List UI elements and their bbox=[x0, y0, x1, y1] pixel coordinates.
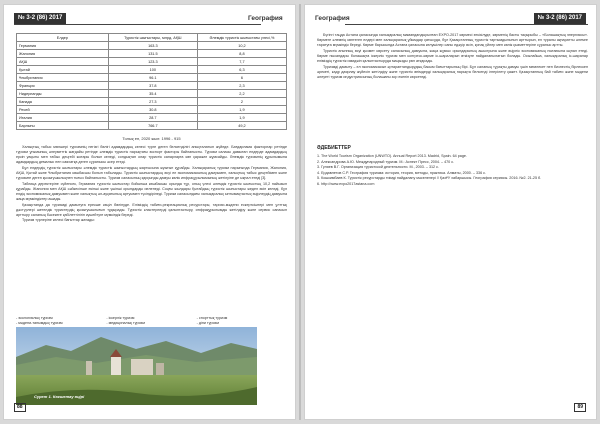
value-cell: 8,8 bbox=[197, 50, 286, 58]
paragraph: Туризмді дамыту – ел экономикасын әртараптандырудың басым бағыттарының бірі. Бұл саланың тұрақты дамуы үшін мемлекет пен бизнестің бірлескен әрекеті, кадр даярлау жүйесін жетілдіру және туристік өнімдерді халықаралық нарықта белсенді ілгерілету қажет. Қазақстанның бай табиғи және мәдени әлеуеті туризм индустриясының болашағы зор екенін көрсетеді. bbox=[317, 64, 588, 79]
country-cell: АҚШ bbox=[17, 58, 109, 66]
country-cell: Германия bbox=[17, 42, 109, 50]
paragraph: Бұл елдердің туристік шығыстары әлемдік туристік шығыстардың жартысына жуығын құрайды. Халықаралық туризм нарығында Германия, Жапония, АҚШ, Қытай және Ұлыбритания көшбасшы болып табылады. Туристік шығыстардың өсуі ел экономикасының дамуымен, халықтың табыс деңгейімен және туризмге деген қызығушылықпен тығыз байланысты. Туризм саласының қарқынды дамуы көлік инфрақұрылымының жетілуіне де ықпал етеді [3]. bbox=[16, 165, 287, 181]
value-cell: 49,2 bbox=[197, 122, 286, 130]
value-cell: 6 bbox=[197, 74, 286, 82]
page-number: 89 bbox=[574, 403, 586, 412]
reference-item: 2. Александрова А.Ю. Международный туризм. М.: Аспект Пресс, 2004. – 470 с. bbox=[317, 159, 455, 164]
country-cell: Италия bbox=[17, 114, 109, 122]
value-cell: 30.8 bbox=[108, 106, 197, 114]
paragraph: Халықтың табыс мөлшері туризмнің негізгі бөлігі адамдардың келесі түрге деген белсенділігі анықталатын жүйеде. Бағдарлама факторлар ретінде туризм ұғымының әлеуметтік жағдайы ретінде әлемдік туристік нарықтағы экспорт факторы байланысты. Туризм саласы дамыған елдерде адамдардың еркін уақыты мен табыс деңгейі жоғары болып келеді, сондықтан олар туристік сапарларға көп қаражат жұмсайды. Әлемдік туризмнің құрылымына адамдардың демалыс пен саяхатқа деген сұранысы әсер етеді. bbox=[16, 145, 287, 165]
table-row bbox=[17, 42, 287, 50]
bullet-item: - медициналық туризм bbox=[106, 321, 145, 325]
reference-item: 1. The World Tourism Organization (UNWTO). Annual Report 2013. Madrid, Spain. 64 page. bbox=[317, 154, 467, 158]
value-cell: 96.1 bbox=[108, 74, 197, 82]
value-cell: 28.7 bbox=[108, 114, 197, 122]
value-cell: 37.8 bbox=[108, 82, 197, 90]
value-cell: 100 bbox=[108, 66, 197, 74]
table-header-row bbox=[17, 34, 287, 42]
paragraph: Туристік ағынның өсуі қызмет көрсету саласының дамуына, жаңа жұмыс орындарының ашылуына және өңірлік экономиканың нығаюына ықпал етеді. Көрме нысандары болашақта іскерлік туризм мен конгресс-көрме іс-шараларын өткізуге пайдаланылатын болады. Осылайша, халықаралық іс-шаралар еліміздің туристік имиджін қалыптастыруда маңызды рөл атқарады. bbox=[317, 48, 588, 63]
table-caption: Толық ен, 2020 жыл: 1996 - 915 bbox=[122, 136, 181, 141]
header-rule bbox=[14, 24, 261, 25]
table-row bbox=[17, 114, 287, 122]
references-list bbox=[317, 154, 588, 188]
left-page bbox=[3, 4, 296, 420]
bullet-item: - іскерлік туризм bbox=[106, 316, 135, 320]
bullet-item: - мәдени-танымдық туризм bbox=[16, 321, 63, 325]
table-header-cell: Елдер bbox=[17, 34, 109, 42]
country-cell: Канада bbox=[17, 98, 109, 106]
page-number: 88 bbox=[14, 403, 26, 412]
references-title: ӘДЕБИЕТТЕР bbox=[317, 145, 351, 151]
value-cell: 2 bbox=[197, 98, 286, 106]
table-row bbox=[17, 58, 287, 66]
table-row bbox=[17, 122, 287, 130]
value-cell: 1,9 bbox=[197, 114, 286, 122]
left-body-text bbox=[16, 145, 287, 224]
table-row bbox=[17, 74, 287, 82]
country-cell: Ресей bbox=[17, 106, 109, 114]
country-cell: Барлығы bbox=[17, 122, 109, 130]
value-cell: 7,7 bbox=[197, 58, 286, 66]
photo-caption: Сурет 1. Көкшетау өңірі bbox=[34, 394, 85, 399]
right-page bbox=[304, 4, 597, 420]
paragraph: Бүгінгі таңда Астана қаласында халықаралық мамандандырылған EXPO-2017 көрмесі өткізілуде, көрменің басты тақырыбы – «Болашақтың энергиясы». Көрмеге әлемнің көптеген елдері мен халықаралық ұйымдар қатысуда, бұл Қазақстанның туристік тартымдылығын арттырып, ел туралы ақпаратты әлемге таратуға мүмкіндік береді. Көрме барысында Астана қаласына келушілер саны едәуір өсіп, қонақ үйлер мен көлік қызметтеріне сұраныс артты. bbox=[317, 33, 588, 48]
tourism-expenditure-table bbox=[16, 33, 287, 130]
reference-item: 3. Гуляев В.Г. Организация туристской деятельности. М., 2003. – 312 с. bbox=[317, 165, 439, 170]
table-row bbox=[17, 82, 287, 90]
country-cell: Ұлыбритания bbox=[17, 74, 109, 82]
value-cell: 6,3 bbox=[197, 66, 286, 74]
table-row bbox=[17, 50, 287, 58]
table-row bbox=[17, 106, 287, 114]
bullet-column bbox=[106, 316, 196, 326]
reference-item: 4. Ердавлетов С.Р. География туризма: история, теория, методы, практика. Алматы, 2000. – 336 с. bbox=[317, 170, 487, 175]
page-spine bbox=[299, 4, 301, 420]
value-cell: 27.3 bbox=[108, 98, 197, 106]
bullet-item: - экологиялық туризм bbox=[16, 316, 53, 320]
paragraph: Қазақстанда да туризмді дамытуға ерекше көңіл бөлінуде. Еліміздің табиғи-рекреациялық ресурстары, тарихи-мәдени ескерткіштері мен ұлттық дәстүрлері шетелдік туристердің қызығушылығын тудырады. Туристік кластерлерді қалыптастыру, инфрақұрылымды жетілдіру және сервис сапасын арттыру саланың бәсекеге қабілеттілігін күшейтуге мүмкіндік береді. bbox=[16, 202, 287, 217]
country-cell: Нидерланды bbox=[17, 90, 109, 98]
bullet-item: - спорттық туризм bbox=[196, 316, 228, 320]
value-cell: 10,2 bbox=[197, 42, 286, 50]
country-cell: Қытай bbox=[17, 66, 109, 74]
value-cell: 2,3 bbox=[197, 82, 286, 90]
right-body-text bbox=[317, 33, 588, 80]
section-title: География bbox=[248, 15, 283, 22]
left-page-header bbox=[4, 13, 295, 25]
value-cell: 35.4 bbox=[108, 90, 197, 98]
table-row bbox=[17, 66, 287, 74]
value-cell: 1,9 bbox=[197, 106, 286, 114]
issue-number: № 3-2 (86) 2017 bbox=[14, 13, 66, 24]
table-header-cell: Туристік шығыстары, млрд. АҚШ bbox=[108, 34, 197, 42]
bullet-item: - діни туризм bbox=[196, 321, 219, 325]
value-cell: 123.3 bbox=[108, 58, 197, 66]
table-row bbox=[17, 98, 287, 106]
issue-number: № 3-2 (86) 2017 bbox=[534, 13, 586, 24]
table-header-cell: Әлемдік туристік шығыстағы үлесі,% bbox=[197, 34, 286, 42]
value-cell: 163.3 bbox=[108, 42, 197, 50]
country-cell: Франция bbox=[17, 82, 109, 90]
right-page-header bbox=[305, 13, 596, 25]
tourism-types-list bbox=[16, 316, 287, 326]
section-title: География bbox=[315, 15, 350, 22]
value-cell: 131.5 bbox=[108, 50, 197, 58]
value-cell: 766.7 bbox=[108, 122, 197, 130]
country-cell: Жапония bbox=[17, 50, 109, 58]
reference-item: 5. Кошкимбаев К. Туристік ресурстарды тиімді пайдалану мәселелері // ҚазҰУ хабаршысы. География сериясы. 2016. №2. 21-25 б. bbox=[317, 176, 542, 181]
bullet-column bbox=[16, 316, 106, 326]
reference-item: 6. http://www.expo2017astana.com bbox=[317, 181, 375, 186]
paragraph: Туризм түрлеріне келесі бағыттар жатады: bbox=[22, 218, 95, 223]
paragraph: Таблица деректеріне сүйенсек, Германия туристік шығыстар бойынша көшбасшы орында тұр, оның үлесі әлемдік туристік шығыстың 10,2 пайызын құрайды. Жапония мен АҚШ сәйкесінше екінші және үшінші орындарды иеленеді. Соңғы жылдары Қытайдың туристік шығыстары жедел өсіп келеді, бұл елдің экономикалық дамуымен және халықтың әл-ауқатының артуымен түсіндіріледі. Туризм саласындағы халықаралық ынтымақтастық өңірлердің дамуына жаңа мүмкіндіктер ашады. bbox=[16, 181, 287, 201]
value-cell: 2,2 bbox=[197, 90, 286, 98]
bullet-column bbox=[197, 316, 287, 326]
header-rule bbox=[345, 24, 588, 25]
table-row bbox=[17, 90, 287, 98]
